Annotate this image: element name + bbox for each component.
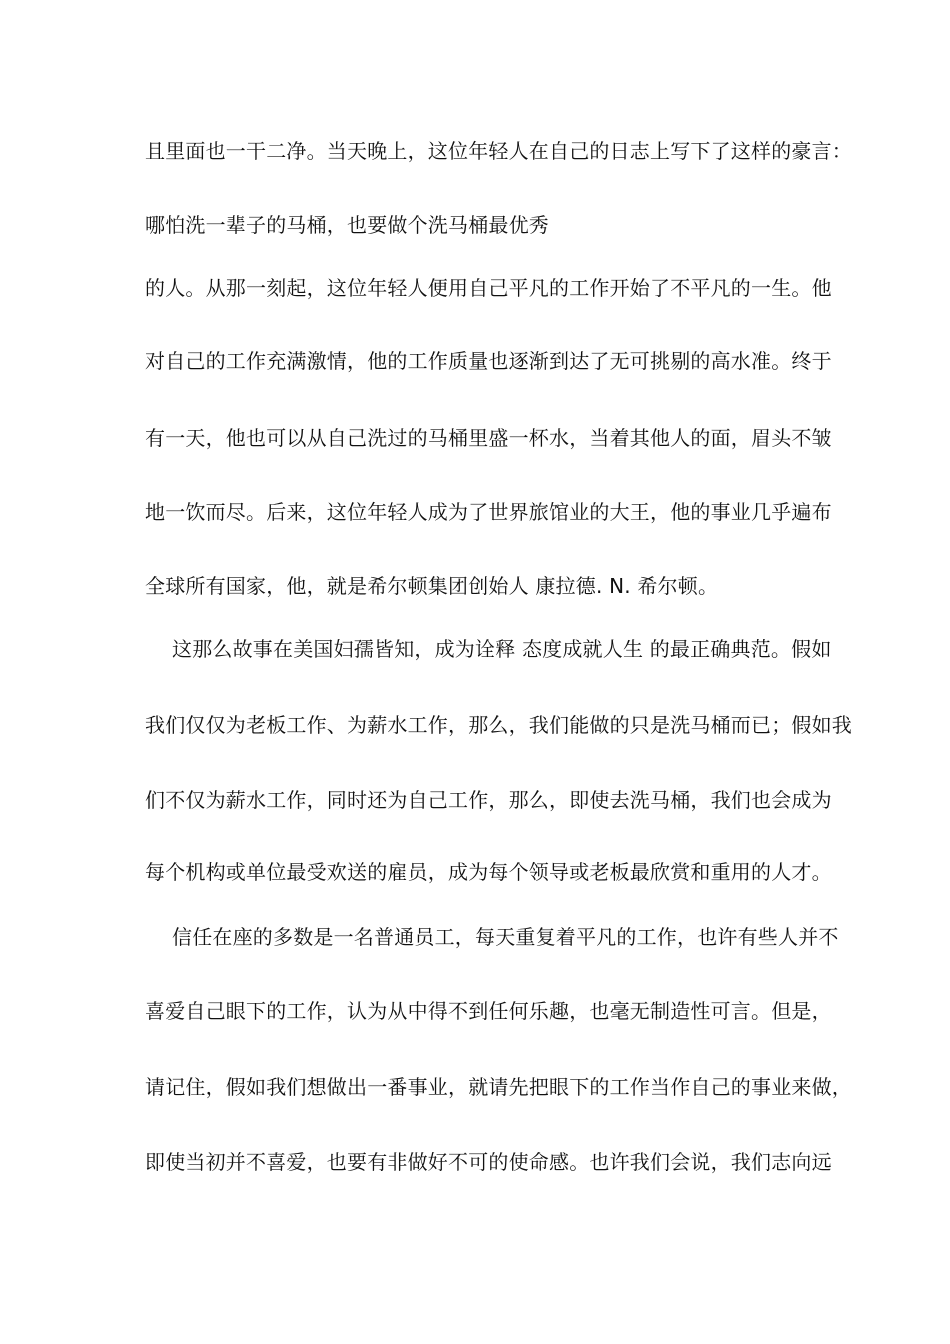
text-line: 我们仅仅为老板工作、为薪水工作，那么，我们能做的只是洗马桶而已；假如我 [145,713,852,737]
paragraph-first-line: 这那么故事在美国妇孺皆知，成为诠释 态度成就人生 的最正确典范。假如 [172,637,832,661]
paragraph-first-line: 信任在座的多数是一名普通员工，每天重复着平凡的工作，也许有些人并不 [172,925,839,949]
text-line: 全球所有国家，他，就是希尔顿集团创始人 康拉德. N. 希尔顿。 [145,574,719,598]
text-line: 且里面也一干二净。当天晚上，这位年轻人在自己的日志上写下了这样的豪言： [145,139,852,163]
text-line: 们不仅为薪水工作，同时还为自己工作，那么，即使去洗马桶，我们也会成为 [145,788,832,812]
text-line: 即使当初并不喜爱，也要有非做好不可的使命感。也许我们会说，我们志向远 [145,1150,832,1174]
text-line: 请记住，假如我们想做出一番事业，就请先把眼下的工作当作自己的事业来做， [145,1075,852,1099]
text-line: 喜爱自己眼下的工作，认为从中得不到任何乐趣，也毫无制造性可言。但是， [145,999,832,1023]
text-line: 的人。从那一刻起，这位年轻人便用自己平凡的工作开始了不平凡的一生。他 [145,276,832,300]
text-line: 每个机构或单位最受欢送的雇员，成为每个领导或老板最欣赏和重用的人才。 [145,860,832,884]
text-line: 地一饮而尽。后来，这位年轻人成为了世界旅馆业的大王，他的事业几乎遍布 [145,500,832,524]
text-line: 对自己的工作充满激情，他的工作质量也逐渐到达了无可挑剔的高水准。终于 [145,349,832,373]
text-line: 哪怕洗一辈子的马桶，也要做个洗马桶最优秀 [145,213,549,237]
text-line: 有一天，他也可以从自己洗过的马桶里盛一杯水，当着其他人的面，眉头不皱 [145,426,832,450]
